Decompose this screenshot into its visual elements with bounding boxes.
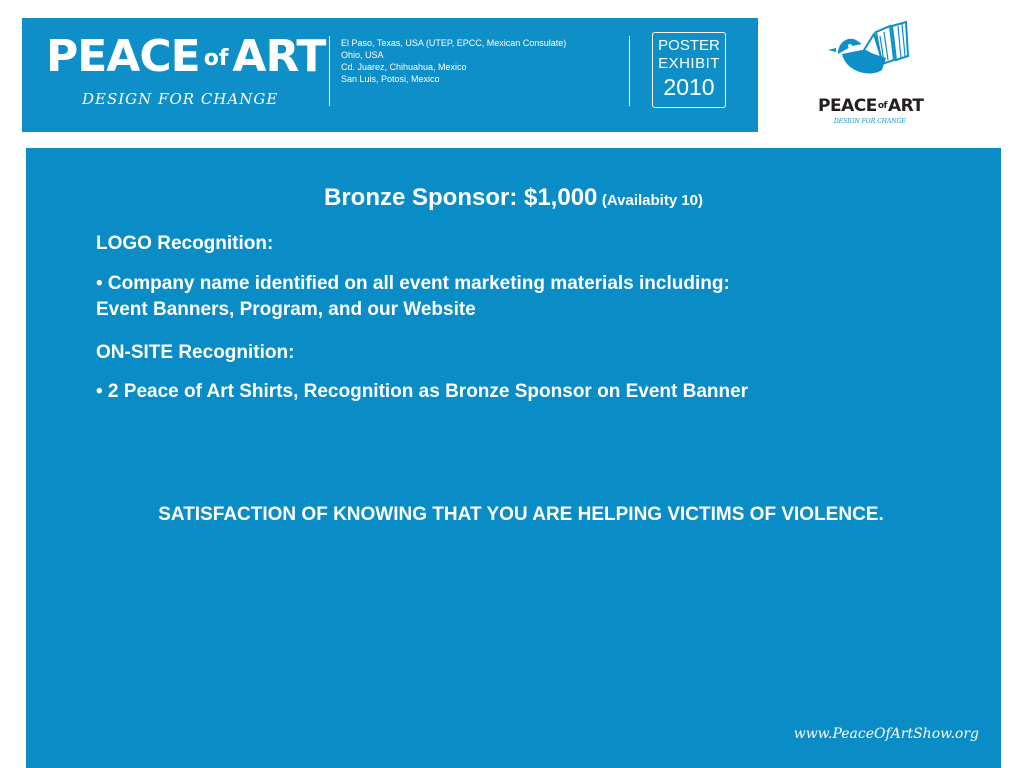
- location-item: El Paso, Texas, USA (UTEP, EPCC, Mexican Consulate): [341, 38, 567, 48]
- badge-line2: EXHIBIT: [658, 55, 720, 72]
- side-title-right: ART: [887, 96, 924, 116]
- logo-recognition-label: LOGO Recognition:: [96, 233, 274, 254]
- availability-note: (Availabity 10): [601, 192, 704, 209]
- onsite-recognition-item: • 2 Peace of Art Shirts, Recognition as Bronze Sponsor on Event Banner: [96, 381, 749, 402]
- sponsor-heading: [26, 184, 1001, 212]
- poster-exhibit-badge: [652, 32, 726, 108]
- side-title-left: PEACE: [818, 96, 877, 116]
- closing-statement: SATISFACTION OF KNOWING THAT YOU ARE HELPING VICTIMS OF VIOLENCE.: [158, 504, 884, 525]
- brand-subtitle: DESIGN FOR CHANGE: [82, 90, 279, 108]
- badge-year: 2010: [663, 74, 715, 100]
- banner-divider-left: [329, 36, 330, 106]
- location-list: [341, 37, 566, 85]
- banner-divider-right: [629, 36, 630, 106]
- location-item: Cd. Juarez, Chihuahua, Mexico: [341, 62, 467, 72]
- side-title-of: of: [877, 101, 887, 111]
- side-logo-subtitle: DESIGN FOR CHANGE: [834, 118, 906, 125]
- brand-title: [46, 32, 325, 84]
- side-logo: [812, 20, 936, 132]
- location-item: San Luis, Potosi, Mexico: [341, 74, 440, 84]
- brand-title-right: ART: [232, 31, 326, 82]
- brand-logo: [46, 32, 325, 108]
- location-item: Ohio, USA: [341, 50, 384, 60]
- sponsor-panel: [26, 148, 1001, 768]
- side-logo-title: [818, 96, 924, 116]
- onsite-recognition-label: ON-SITE Recognition:: [96, 342, 295, 363]
- logo-recognition-item-line2: Event Banners, Program, and our Website: [96, 299, 476, 320]
- sponsor-heading-text: Bronze Sponsor: $1,000: [323, 184, 598, 211]
- dove-icon: [822, 20, 926, 92]
- brand-title-of: of: [203, 46, 229, 71]
- website-url: www.PeaceOfArtShow.org: [793, 726, 979, 742]
- brand-title-left: PEACE: [46, 31, 200, 82]
- badge-line1: POSTER: [658, 37, 720, 54]
- logo-recognition-item-line1: • Company name identified on all event marketing materials including:: [96, 273, 730, 294]
- header-banner: [22, 18, 758, 132]
